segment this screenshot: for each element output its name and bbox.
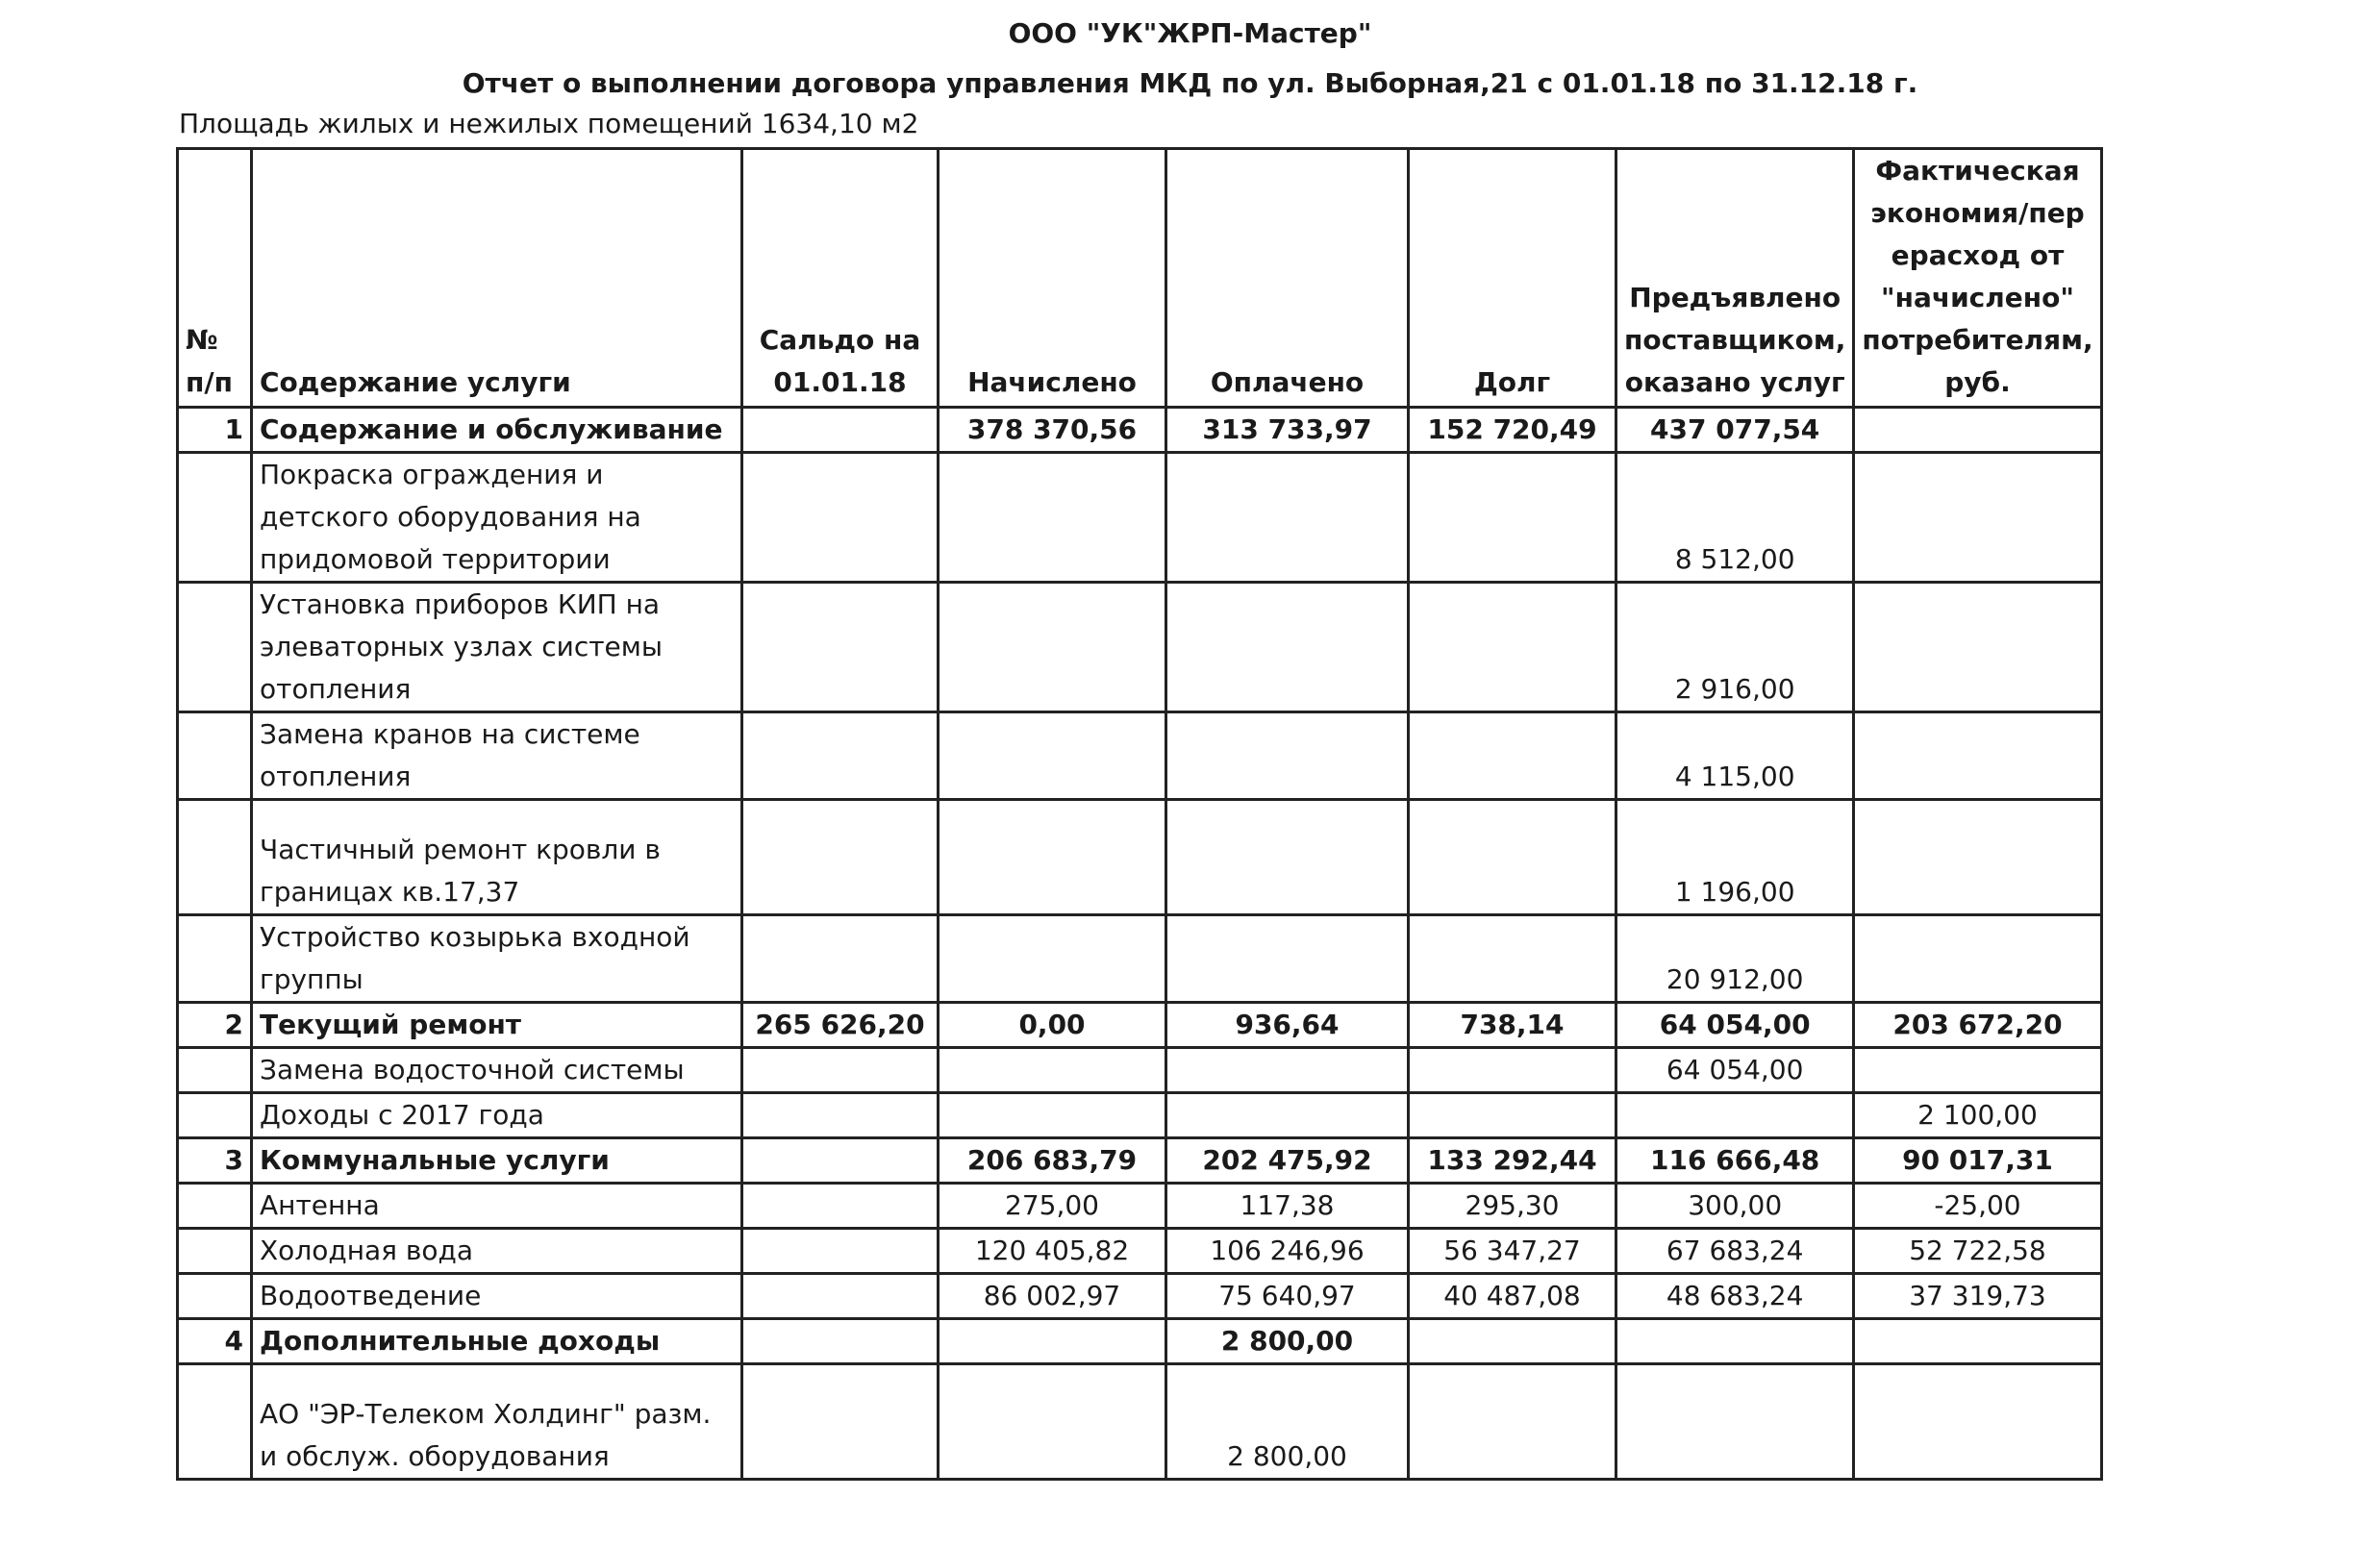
paid-value: [1166, 583, 1409, 712]
saldo-value: [742, 1319, 939, 1364]
service-name: Антенна: [252, 1184, 742, 1229]
presented-value: 437 077,54: [1616, 408, 1854, 453]
debt-value: [1409, 800, 1616, 915]
charged-value: 206 683,79: [939, 1138, 1166, 1184]
presented-value: 2 916,00: [1616, 583, 1854, 712]
debt-value: [1409, 1364, 1616, 1480]
presented-value: 67 683,24: [1616, 1229, 1854, 1274]
economy-value: [1854, 453, 2101, 583]
table-row: [178, 1003, 2102, 1048]
debt-value: [1409, 1093, 1616, 1138]
paid-value: 936,64: [1166, 1003, 1409, 1048]
debt-value: [1409, 453, 1616, 583]
row-number: [178, 1048, 252, 1093]
row-number: [178, 1093, 252, 1138]
economy-value: [1854, 712, 2101, 800]
debt-value: 133 292,44: [1409, 1138, 1616, 1184]
column-header-presented: Предъявлено поставщиком, оказано услуг: [1616, 149, 1854, 408]
column-header-paid: Оплачено: [1166, 149, 1409, 408]
saldo-value: [742, 915, 939, 1003]
economy-value: 52 722,58: [1854, 1229, 2101, 1274]
row-number: 3: [178, 1138, 252, 1184]
presented-value: 1 196,00: [1616, 800, 1854, 915]
paid-value: [1166, 800, 1409, 915]
debt-value: 56 347,27: [1409, 1229, 1616, 1274]
paid-value: [1166, 915, 1409, 1003]
debt-value: 152 720,49: [1409, 408, 1616, 453]
service-name: Замена водосточной системы: [252, 1048, 742, 1093]
row-number: [178, 1364, 252, 1480]
presented-value: 8 512,00: [1616, 453, 1854, 583]
presented-value: 48 683,24: [1616, 1274, 1854, 1319]
paid-value: [1166, 712, 1409, 800]
paid-value: [1166, 1093, 1409, 1138]
saldo-value: [742, 712, 939, 800]
presented-value: 20 912,00: [1616, 915, 1854, 1003]
charged-value: [939, 712, 1166, 800]
saldo-value: [742, 453, 939, 583]
table-row: [178, 1364, 2102, 1480]
row-number: [178, 453, 252, 583]
row-number: [178, 1229, 252, 1274]
economy-value: [1854, 1364, 2101, 1480]
charged-value: [939, 915, 1166, 1003]
paid-value: 117,38: [1166, 1184, 1409, 1229]
charged-value: 275,00: [939, 1184, 1166, 1229]
column-header-saldo: Сальдо на 01.01.18: [742, 149, 939, 408]
economy-value: -25,00: [1854, 1184, 2101, 1229]
saldo-value: [742, 408, 939, 453]
table-row: [178, 712, 2102, 800]
charged-value: [939, 1319, 1166, 1364]
service-name: Установка приборов КИП на элеваторных узлах системы отопления: [252, 583, 742, 712]
saldo-value: [742, 583, 939, 712]
charged-value: [939, 583, 1166, 712]
economy-value: 2 100,00: [1854, 1093, 2101, 1138]
row-number: [178, 712, 252, 800]
table-row: [178, 583, 2102, 712]
debt-value: [1409, 583, 1616, 712]
debt-value: 738,14: [1409, 1003, 1616, 1048]
report-table: [176, 147, 2103, 1481]
report-title: Отчет о выполнении договора управления МКД по ул. Выборная,21 с 01.01.18 по 31.12.18 г.: [462, 67, 1918, 99]
presented-value: 116 666,48: [1616, 1138, 1854, 1184]
debt-value: 40 487,08: [1409, 1274, 1616, 1319]
saldo-value: [742, 1048, 939, 1093]
table-row: [178, 408, 2102, 453]
service-name: Дополнительные доходы: [252, 1319, 742, 1364]
debt-value: [1409, 1048, 1616, 1093]
row-number: [178, 915, 252, 1003]
table-body: [178, 408, 2102, 1480]
charged-value: 0,00: [939, 1003, 1166, 1048]
charged-value: 120 405,82: [939, 1229, 1166, 1274]
table-row: [178, 1184, 2102, 1229]
economy-value: [1854, 408, 2101, 453]
row-number: 1: [178, 408, 252, 453]
paid-value: 313 733,97: [1166, 408, 1409, 453]
saldo-value: [742, 1274, 939, 1319]
saldo-value: [742, 1184, 939, 1229]
economy-value: 203 672,20: [1854, 1003, 2101, 1048]
table-row: [178, 1319, 2102, 1364]
column-header-number: № п/п: [178, 149, 252, 408]
service-name: Холодная вода: [252, 1229, 742, 1274]
paid-value: 2 800,00: [1166, 1364, 1409, 1480]
service-name: Замена кранов на системе отопления: [252, 712, 742, 800]
table-row: [178, 915, 2102, 1003]
service-name: АО "ЭР-Телеком Холдинг" разм. и обслуж. оборудования: [252, 1364, 742, 1480]
economy-value: [1854, 800, 2101, 915]
service-name: Устройство козырька входной группы: [252, 915, 742, 1003]
economy-value: 90 017,31: [1854, 1138, 2101, 1184]
economy-value: [1854, 915, 2101, 1003]
service-name: Водоотведение: [252, 1274, 742, 1319]
row-number: [178, 1274, 252, 1319]
presented-value: [1616, 1319, 1854, 1364]
presented-value: [1616, 1093, 1854, 1138]
economy-value: 37 319,73: [1854, 1274, 2101, 1319]
row-number: 2: [178, 1003, 252, 1048]
table-row: [178, 800, 2102, 915]
charged-value: [939, 1093, 1166, 1138]
saldo-value: 265 626,20: [742, 1003, 939, 1048]
table-row: [178, 1274, 2102, 1319]
table-row: [178, 1048, 2102, 1093]
service-name: Частичный ремонт кровли в границах кв.17,37: [252, 800, 742, 915]
economy-value: [1854, 1319, 2101, 1364]
presented-value: 64 054,00: [1616, 1003, 1854, 1048]
table-row: [178, 1229, 2102, 1274]
service-name: Коммунальные услуги: [252, 1138, 742, 1184]
debt-value: [1409, 1319, 1616, 1364]
charged-value: [939, 1364, 1166, 1480]
row-number: [178, 583, 252, 712]
column-header-debt: Долг: [1409, 149, 1616, 408]
service-name: Текущий ремонт: [252, 1003, 742, 1048]
economy-value: [1854, 583, 2101, 712]
paid-value: 202 475,92: [1166, 1138, 1409, 1184]
charged-value: 378 370,56: [939, 408, 1166, 453]
debt-value: [1409, 915, 1616, 1003]
table-row: [178, 453, 2102, 583]
paid-value: [1166, 1048, 1409, 1093]
column-header-economy: Фактическая экономия/пер ерасход от "начислено" потребителям, руб.: [1854, 149, 2101, 408]
paid-value: 2 800,00: [1166, 1319, 1409, 1364]
row-number: [178, 1184, 252, 1229]
table-row: [178, 1093, 2102, 1138]
column-header-service: Содержание услуги: [252, 149, 742, 408]
charged-value: [939, 1048, 1166, 1093]
saldo-value: [742, 1229, 939, 1274]
paid-value: 106 246,96: [1166, 1229, 1409, 1274]
service-name: Содержание и обслуживание: [252, 408, 742, 453]
column-header-charged: Начислено: [939, 149, 1166, 408]
charged-value: [939, 800, 1166, 915]
row-number: 4: [178, 1319, 252, 1364]
table-header-row: [178, 149, 2102, 408]
presented-value: 4 115,00: [1616, 712, 1854, 800]
presented-value: 64 054,00: [1616, 1048, 1854, 1093]
presented-value: [1616, 1364, 1854, 1480]
charged-value: 86 002,97: [939, 1274, 1166, 1319]
saldo-value: [742, 1364, 939, 1480]
debt-value: 295,30: [1409, 1184, 1616, 1229]
organization-name: ООО "УК"ЖРП-Мастер": [1008, 17, 1372, 49]
service-name: Доходы с 2017 года: [252, 1093, 742, 1138]
debt-value: [1409, 712, 1616, 800]
paid-value: [1166, 453, 1409, 583]
table-row: [178, 1138, 2102, 1184]
service-name: Покраска ограждения и детского оборудования на придомовой территории: [252, 453, 742, 583]
saldo-value: [742, 1093, 939, 1138]
charged-value: [939, 453, 1166, 583]
economy-value: [1854, 1048, 2101, 1093]
saldo-value: [742, 1138, 939, 1184]
presented-value: 300,00: [1616, 1184, 1854, 1229]
area-note: Площадь жилых и нежилых помещений 1634,10 м2: [179, 108, 919, 139]
row-number: [178, 800, 252, 915]
paid-value: 75 640,97: [1166, 1274, 1409, 1319]
saldo-value: [742, 800, 939, 915]
